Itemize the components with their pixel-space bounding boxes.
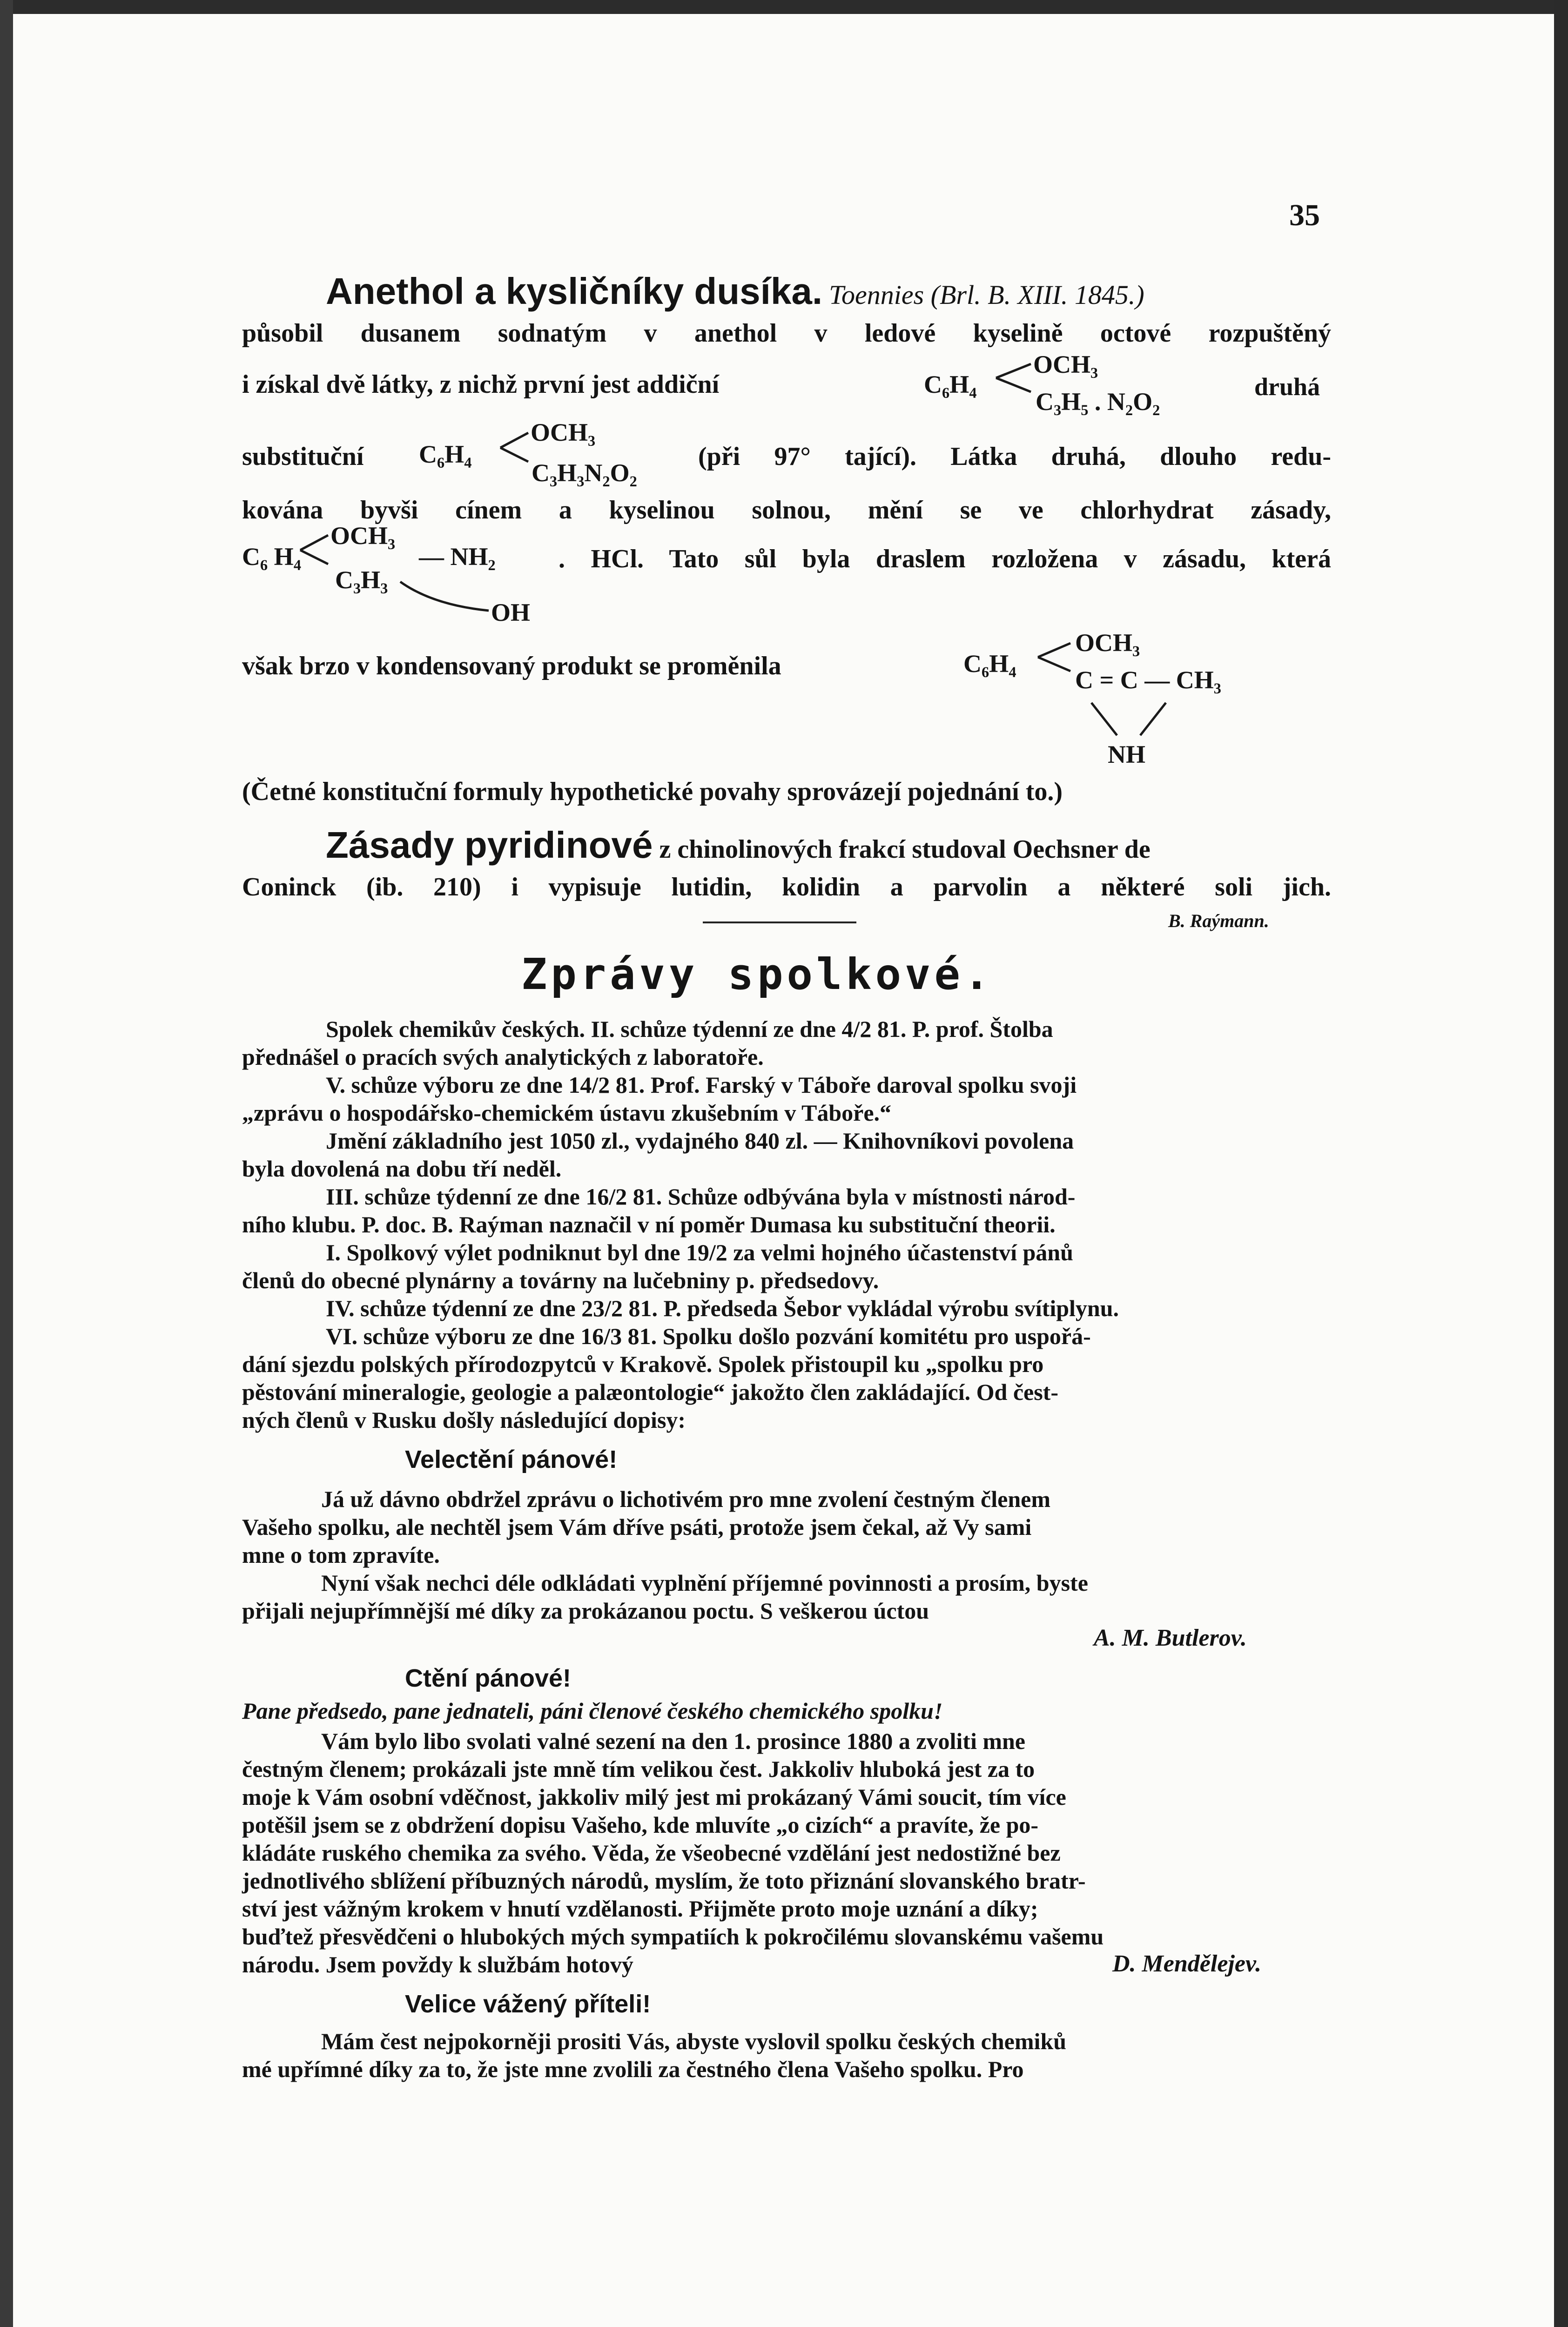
section1-line-5: kována byvši cínem a kyselinou solnou, mění se ve chlorhydrat zásady, bbox=[242, 496, 1331, 525]
formula-3-bottom: C₃H₃ bbox=[335, 566, 388, 594]
letter3-salute: Velice vážený příteli! bbox=[405, 1990, 651, 2018]
letter3-line-1: Mám čest nejpokorněji prositi Vás, abyste vyslovil spolku českých chemiků bbox=[321, 2028, 1067, 2054]
letter3-line-2: mé upřímné díky za to, že jste mne zvolili za čestného člena Vašeho spolku. Pro bbox=[242, 2056, 1024, 2082]
formula-1-bottom: C₃H₅ . N₂O₂ bbox=[1036, 388, 1160, 416]
formula-1-base: C₆H₄ bbox=[924, 370, 977, 398]
letter2-salute: Ctění pánové! bbox=[405, 1664, 572, 1692]
letter2-signature: D. Mendělejev. bbox=[1112, 1950, 1262, 1977]
para-line-5: Jmění základního jest 1050 zl., vydajného 840 zl. — Knihovníkovi povolena bbox=[326, 1128, 1074, 1154]
letter2-line-8: buďtež přesvědčeni o hlubokých mých sympatiích k pokročilému slovanskému vašemu bbox=[242, 1923, 1104, 1950]
formula-2-bottom: C₃H₃N₂O₂ bbox=[532, 459, 637, 487]
para-line-3: V. schůze výboru ze dne 14/2 81. Prof. Farský v Táboře daroval spolku svoji bbox=[326, 1072, 1077, 1098]
section2-line-2: Coninck (ib. 210) i vypisuje lutidin, kolidin a parvolin a některé soli jich. bbox=[242, 873, 1331, 901]
section1-line-6: . HCl. Tato sůl byla draslem rozložena v zásadu, která bbox=[559, 545, 1331, 573]
section1-line-2: i získal dvě látky, z nichž první jest addiční bbox=[242, 370, 720, 399]
section1-reference: Toennies (Brl. B. XIII. 1845.) bbox=[829, 280, 1144, 310]
section1-druha: druhá bbox=[1254, 373, 1320, 401]
section1-line-8: (Četné konstituční formuly hypothetické povahy sprovázejí pojednání to.) bbox=[242, 777, 1063, 806]
para-line-12: VI. schůze výboru ze dne 16/3 81. Spolku došlo pozvání komitétu pro uspořá- bbox=[326, 1323, 1091, 1349]
letter1-line-3: mne o tom zpravíte. bbox=[242, 1542, 440, 1568]
para-line-1: Spolek chemikův českých. II. schůze týdenní ze dne 4/2 81. P. prof. Štolba bbox=[326, 1016, 1053, 1042]
para-line-8: ního klubu. P. doc. B. Raýman naznačil v ní poměr Dumasa ku substituční theorii. bbox=[242, 1211, 1056, 1237]
letter1-salute: Velectění pánové! bbox=[405, 1446, 618, 1473]
para-line-14: pěstování mineralogie, geologie a palæontologie“ jakožto člen zakládající. Od čest- bbox=[242, 1379, 1058, 1405]
letter1-line-1: Já už dávno obdržel zprávu o lichotivém pro mne zvolení čestným členem bbox=[321, 1486, 1050, 1512]
para-line-9: I. Spolkový výlet podniknut byl dne 19/2 za velmi hojného účastenství pánů bbox=[326, 1239, 1073, 1265]
letter2-line-7: ství jest vážným krokem v hnutí vzdělanosti. Přijměte proto moje uznání a díky; bbox=[242, 1896, 1038, 1922]
formula-4-base: C₆H₄ bbox=[963, 650, 1016, 678]
formula-3-mid: — NH₂ bbox=[419, 543, 496, 571]
formula-2-base: C₆H₄ bbox=[419, 440, 472, 468]
section3-heading: Zprávy spolkové. bbox=[521, 949, 994, 999]
letter2-line-6: jednotlivého sblížení příbuzných národů, myslím, že toto přiznání slovanského bratr- bbox=[242, 1868, 1086, 1894]
letter2-line-5: kládáte ruského chemika za svého. Věda, že všeobecné vzdělání jest nedostižné bez bbox=[242, 1840, 1061, 1866]
para-line-10: členů do obecné plynárny a továrny na lučebniny p. předsedovy. bbox=[242, 1267, 879, 1293]
para-line-13: dání sjezdu polských přírodozpytců v Krakově. Spolek přistoupil ku „spolku pro bbox=[242, 1351, 1044, 1377]
section2-line-1 bbox=[326, 824, 1331, 866]
section1-line-4: (při 97° tající). Látka druhá, dlouho redu- bbox=[698, 442, 1331, 471]
formula-3-base: C₆ H₄ bbox=[242, 543, 301, 571]
section-divider bbox=[703, 921, 856, 923]
section2-signature: B. Raýmann. bbox=[1168, 910, 1269, 931]
para-line-7: III. schůze týdenní ze dne 16/2 81. Schůze odbývána byla v místnosti národ- bbox=[326, 1184, 1076, 1210]
formula-4-chain: C = C — CH₃ bbox=[1075, 666, 1221, 694]
section1-line-3: substituční bbox=[242, 442, 364, 471]
formula-3-top: OCH₃ bbox=[330, 522, 396, 550]
letter1-signature: A. M. Butlerov. bbox=[1094, 1625, 1247, 1651]
letter2-line-3: moje k Vám osobní vděčnost, jakkoliv milý jest mi prokázaný Vámi soucit, tím více bbox=[242, 1784, 1066, 1810]
formula-2-top: OCH₃ bbox=[531, 418, 596, 446]
section1-line-7: však brzo v kondensovaný produkt se proměnila bbox=[242, 652, 781, 680]
letter2-line-1: Vám bylo libo svolati valné sezení na den 1. prosince 1880 a zvoliti mne bbox=[321, 1728, 1025, 1754]
formula-1-top: OCH₃ bbox=[1033, 350, 1098, 378]
letter2-line-4: potěšil jsem se z obdržení dopisu Vašeho, kde mluvíte „o cizích“ a pravíte, že po- bbox=[242, 1812, 1039, 1838]
page-number: 35 bbox=[1289, 198, 1320, 232]
letter1-line-4: Nyní však nechci déle odkládati vyplnění příjemné povinnosti a prosím, byste bbox=[321, 1570, 1088, 1596]
letter1-line-5: přijali nejupřímnější mé díky za prokázanou poctu. S veškerou úctou bbox=[242, 1598, 929, 1624]
section1-line-1: působil dusanem sodnatým v anethol v ledové kyselině octové rozpuštěný bbox=[242, 319, 1331, 348]
letter2-address: Pane předsedo, pane jednateli, páni členové českého chemického spolku! bbox=[242, 1698, 943, 1724]
section1-title: Anethol a kysličníky dusíka. bbox=[326, 270, 823, 312]
formula-4-top: OCH₃ bbox=[1075, 629, 1140, 657]
section2-line1-text: z chinolinových frakcí studoval Oechsner de bbox=[659, 835, 1151, 864]
letter2-line-2: čestným členem; prokázali jste mně tím velikou čest. Jakkoliv hluboká jest za to bbox=[242, 1756, 1035, 1782]
formula-4-nh: NH bbox=[1108, 740, 1145, 768]
para-line-4: „zprávu o hospodářsko-chemickém ústavu zkušebním v Táboře.“ bbox=[242, 1100, 892, 1126]
letter1-line-2: Vašeho spolku, ale nechtěl jsem Vám dříve psáti, protože jsem čekal, až Vy sami bbox=[242, 1514, 1032, 1540]
para-line-15: ných členů v Rusku došly následující dopisy: bbox=[242, 1407, 686, 1433]
para-line-2: přednášel o pracích svých analytických z laboratoře. bbox=[242, 1044, 764, 1070]
section2-title: Zásady pyridinové bbox=[326, 824, 653, 866]
formula-3-oh: OH bbox=[491, 599, 531, 626]
letter2-line-9: národu. Jsem povždy k službám hotový bbox=[242, 1951, 633, 1977]
para-line-6: byla dovolená na dobu tří neděl. bbox=[242, 1156, 562, 1182]
para-line-11: IV. schůze týdenní ze dne 23/2 81. P. předseda Šebor vykládal výrobu svítiplynu. bbox=[326, 1295, 1119, 1321]
